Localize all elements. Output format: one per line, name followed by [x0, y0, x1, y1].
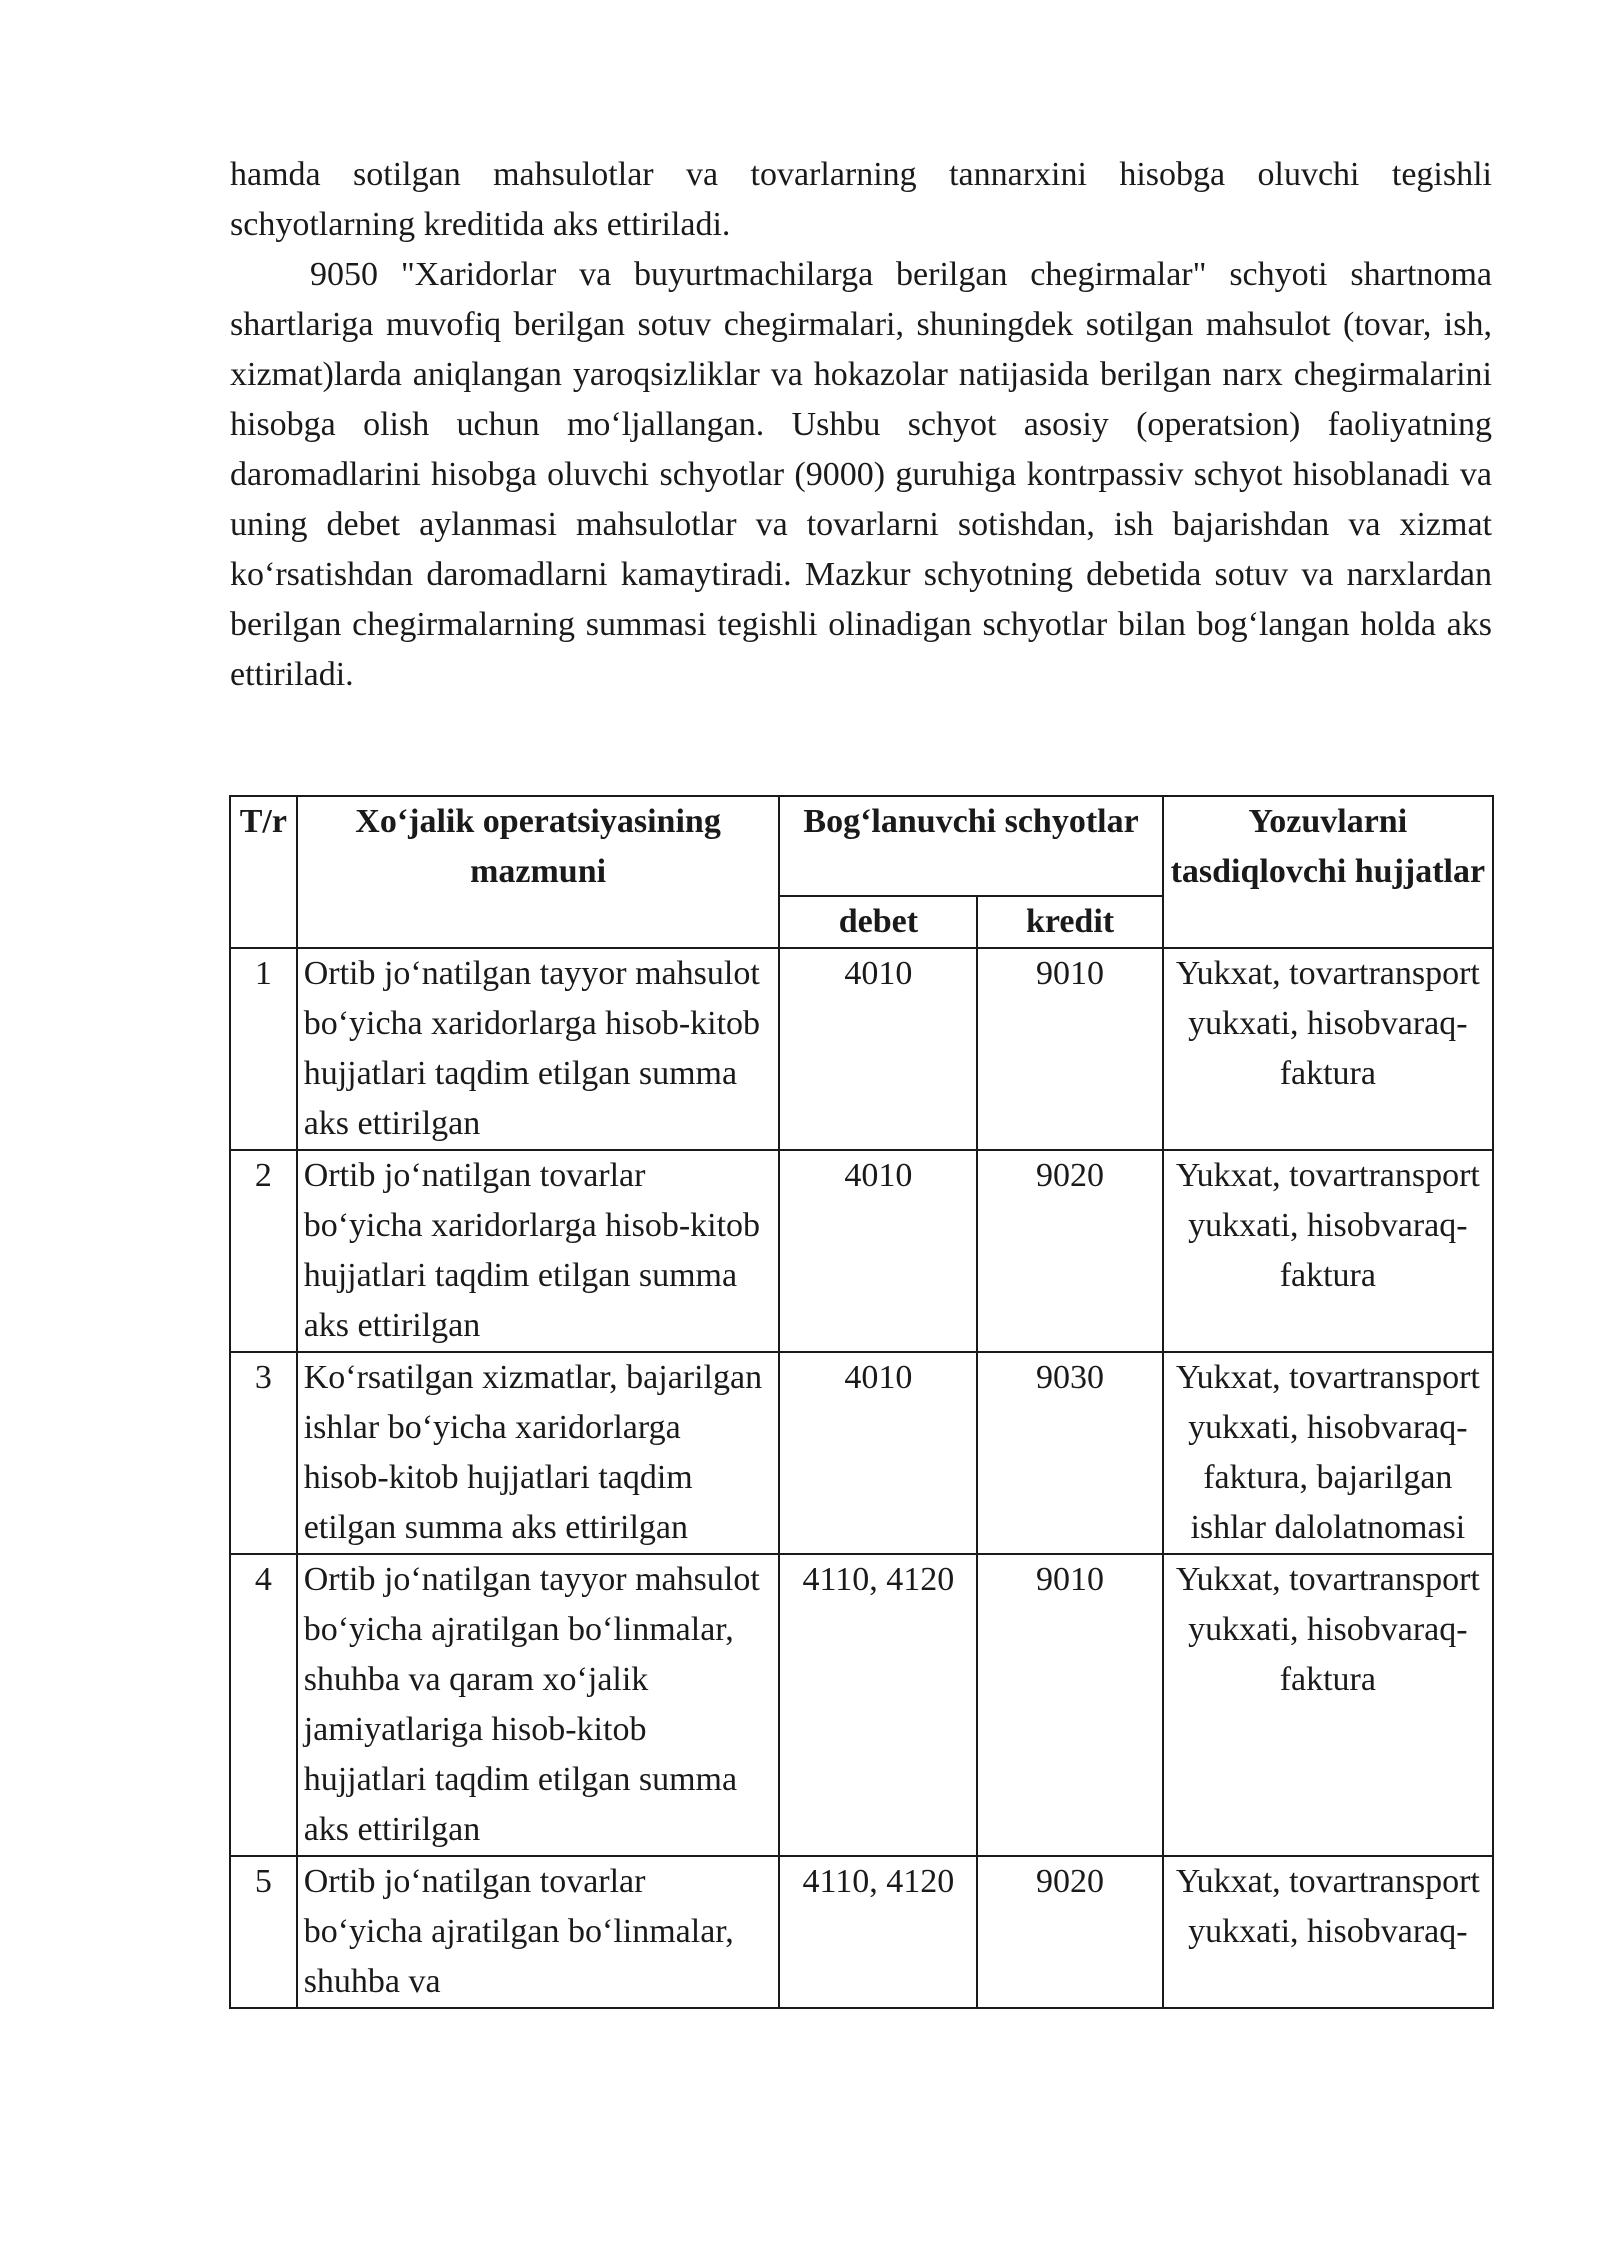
row-operation: Ortib jo‘natilgan tovarlar bo‘yicha xaridorlarga hisob-kitob hujjatlari taqdim etilgan summa aks ettirilgan: [297, 1150, 780, 1352]
row-number: 2: [230, 1150, 297, 1352]
row-number: 4: [230, 1554, 297, 1856]
row-number: 5: [230, 1856, 297, 2008]
row-operation: Ortib jo‘natilgan tayyor mahsulot bo‘yicha xaridorlarga hisob-kitob hujjatlari taqdim etilgan summa aks ettirilgan: [297, 948, 780, 1150]
row-documents: Yukxat, tovartransport yukxati, hisobvaraq-faktura: [1163, 1554, 1493, 1856]
row-documents: Yukxat, tovartransport yukxati, hisobvaraq-: [1163, 1856, 1493, 2008]
table-row: [230, 948, 1493, 1150]
header-tr: T/r: [230, 796, 297, 948]
row-operation: Ortib jo‘natilgan tayyor mahsulot bo‘yicha ajratilgan bo‘linmalar, shuhba va qaram xo‘jalik jamiyatlariga hisob-kitob hujjatlari taqdim etilgan summa aks ettirilgan: [297, 1554, 780, 1856]
row-credit: 9010: [977, 948, 1162, 1150]
row-credit: 9020: [977, 1150, 1162, 1352]
row-debit: 4010: [779, 1150, 977, 1352]
row-debit: 4010: [779, 1352, 977, 1554]
table-row: [230, 1856, 1493, 2008]
row-documents: Yukxat, tovartransport yukxati, hisobvaraq-faktura: [1163, 948, 1493, 1150]
row-operation: Ortib jo‘natilgan tovarlar bo‘yicha ajratilgan bo‘linmalar, shuhba va: [297, 1856, 780, 2008]
accounting-entries-table: [229, 795, 1494, 2009]
row-operation: Ko‘rsatilgan xizmatlar, bajarilgan ishlar bo‘yicha xaridorlarga hisob-kitob hujjatlari taqdim etilgan summa aks ettirilgan: [297, 1352, 780, 1554]
paragraph-9050-description: 9050 "Xaridorlar va buyurtmachilarga berilgan chegirmalar" schyoti shartnoma shartlariga muvofiq berilgan sotuv chegirmalari, shuningdek sotilgan mahsulot (tovar, ish, xizmat)larda aniqlangan yaroqsizliklar va hokazolar natijasida berilgan narx chegirmalarini hisobga olish uchun mo‘ljallangan. Ushbu schyot asosiy (operatsion) faoliyatning daromadlarini hisobga oluvchi schyotlar (9000) guruhiga kontrpassiv schyot hisoblanadi va uning debet aylanmasi mahsulotlar va tovarlarni sotishdan, ish bajarishdan va xizmat ko‘rsatishdan daromadlarni kamaytiradi. Mazkur schyotning debetida sotuv va narxlardan berilgan chegirmalarning summasi tegishli olinadigan schyotlar bilan bog‘langan holda aks ettiriladi.: [230, 256, 1492, 693]
table-row: [230, 1352, 1493, 1554]
row-debit: 4010: [779, 948, 977, 1150]
row-documents: Yukxat, tovartransport yukxati, hisobvaraq-faktura: [1163, 1150, 1493, 1352]
table-row: [230, 1150, 1493, 1352]
header-debit: debet: [779, 896, 977, 948]
row-credit: 9030: [977, 1352, 1162, 1554]
row-number: 1: [230, 948, 297, 1150]
row-number: 3: [230, 1352, 297, 1554]
table-row: [230, 1554, 1493, 1856]
header-accounts: Bog‘lanuvchi schyotlar: [779, 796, 1162, 896]
document-page: [230, 150, 1492, 700]
header-operation: Xo‘jalik operatsiyasining mazmuni: [297, 796, 780, 948]
table-header-row: [230, 796, 1493, 896]
header-credit: kredit: [977, 896, 1162, 948]
row-credit: 9020: [977, 1856, 1162, 2008]
table-body: [230, 948, 1493, 2008]
row-documents: Yukxat, tovartransport yukxati, hisobvaraq-faktura, bajarilgan ishlar dalolatnomasi: [1163, 1352, 1493, 1554]
row-debit: 4110, 4120: [779, 1554, 977, 1856]
row-debit: 4110, 4120: [779, 1856, 977, 2008]
row-credit: 9010: [977, 1554, 1162, 1856]
paragraph-continuation: hamda sotilgan mahsulotlar va tovarlarning tannarxini hisobga oluvchi tegishli schyotlarning kreditida aks ettiriladi.: [230, 156, 1492, 243]
header-documents: Yozuvlarni tasdiqlovchi hujjatlar: [1163, 796, 1493, 948]
